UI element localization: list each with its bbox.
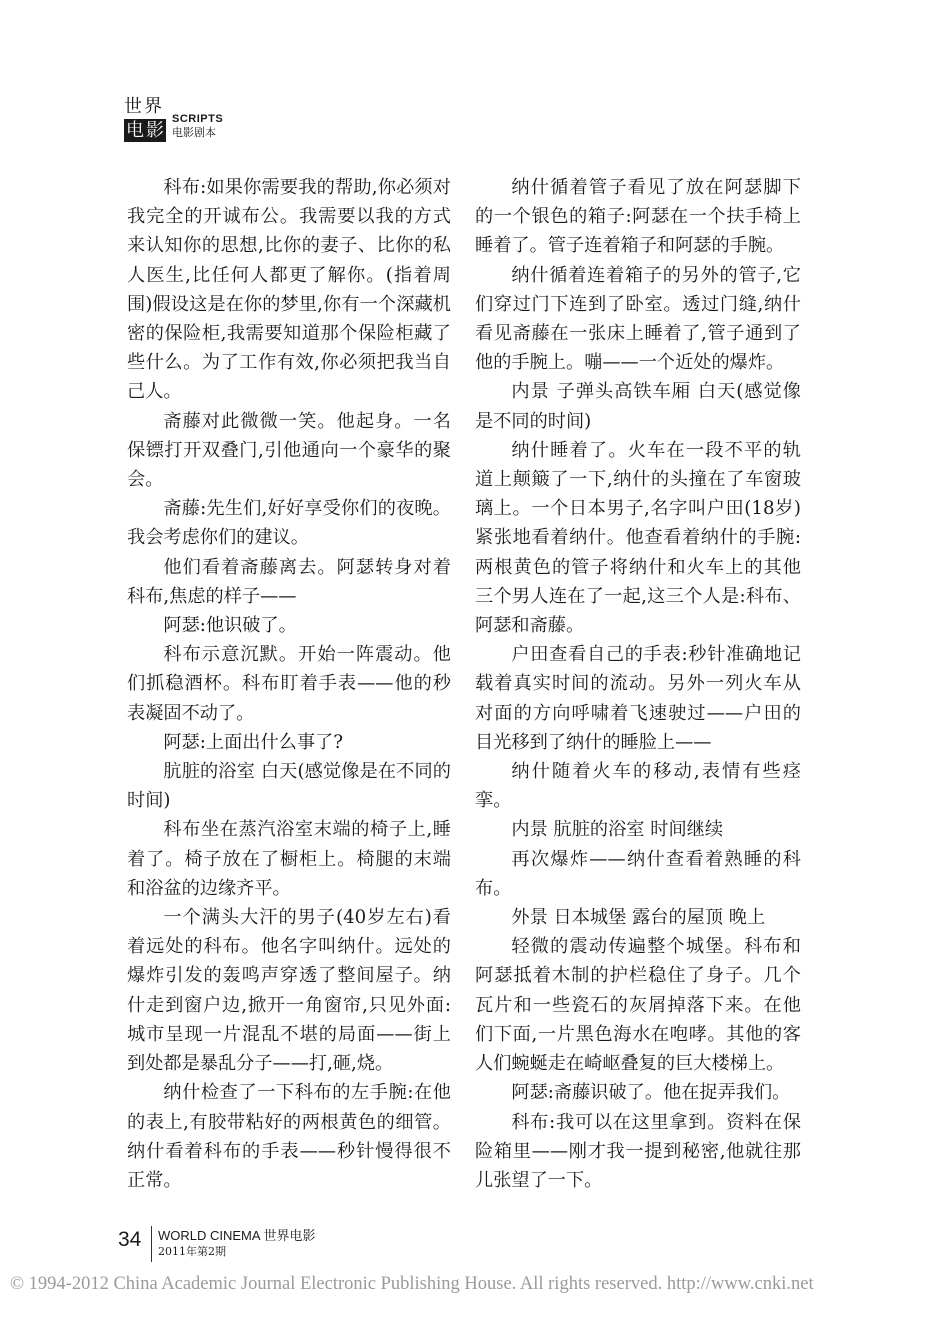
logo-chinese-block <box>124 95 168 142</box>
paragraph: 纳什随着火车的移动,表情有些痉挛。 <box>475 761 801 812</box>
section-label: 电影剧本 <box>172 127 216 139</box>
paragraph: 户田查看自己的手表:秒针准确地记载着真实时间的流动。另外一列火车从对面的方向呼啸着飞速驶过——户田的目光移到了纳什的睡脸上—— <box>475 644 801 753</box>
paragraph: 斋藤:先生们,好好享受你们的夜晚。我会考虑你们的建议。 <box>127 498 451 549</box>
scene-heading: 外景 日本城堡 露台的屋顶 晚上 <box>511 907 766 929</box>
footer-divider <box>151 1226 152 1262</box>
paragraph: 科布示意沉默。开始一阵震动。他们抓稳酒杯。科布盯着手表——他的秒表凝固不动了。 <box>127 644 451 724</box>
issue-label: 2011年第2期 <box>158 1245 226 1258</box>
logo-line-1: 世界 <box>124 96 164 117</box>
journal-logo <box>124 95 254 145</box>
paragraph: 一个满头大汗的男子(40岁左右)看着远处的科布。他名字叫纳什。远处的爆炸引发的轰鸣声穿透了整间屋子。纳什走到窗户边,掀开一角窗帘,只见外面:城市呈现一片混乱不堪的局面——街上到处都是暴乱分子——打,砸,烧。 <box>127 907 451 1075</box>
scene-heading: 肮脏的浴室 白天(感觉像是在不同的时间) <box>127 761 451 812</box>
paragraph: 科布:我可以在这里拿到。资料在保险箱里——刚才我一提到秘密,他就往那儿张望了一下。 <box>475 1111 801 1191</box>
paragraph: 纳什睡着了。火车在一段不平的轨道上颠簸了一下,纳什的头撞在了车窗玻璃上。一个日本男子,名字叫户田(18岁)紧张地看着纳什。他查看着纳什的手腕:两根黄色的管子将纳什和火车上的其他三个男人连在了一起,这三个人是:科布、阿瑟和斋藤。 <box>475 439 801 637</box>
paragraph: 纳什循着连着箱子的另外的管子,它们穿过门下连到了卧室。透过门缝,纳什看见斋藤在一张床上睡着了,管子通到了他的手腕上。嘣——一个近处的爆炸。 <box>475 264 801 374</box>
paragraph: 纳什循着管子看见了放在阿瑟脚下的一个银色的箱子:阿瑟在一个扶手椅上睡着了。管子连着箱子和阿瑟的手腕。 <box>475 177 801 257</box>
logo-line-2: 电影 <box>126 120 166 141</box>
page-number: 34 <box>118 1228 142 1251</box>
paragraph: 他们看着斋藤离去。阿瑟转身对着科布,焦虑的样子—— <box>127 556 451 607</box>
paragraph: 轻微的震动传遍整个城堡。科布和阿瑟抵着木制的护栏稳住了身子。几个瓦片和一些瓷石的灰屑掉落下来。在他们下面,一片黑色海水在咆哮。其他的客人们蜿蜒走在崎岖叠复的巨大楼梯上。 <box>475 936 801 1075</box>
paragraph: 阿瑟:他识破了。 <box>163 615 297 637</box>
scene-heading: 内景 肮脏的浴室 时间继续 <box>511 819 724 841</box>
copyright-notice: © 1994-2012 China Academic Journal Electronic Publishing House. All rights reserved. http://www.cnki.net <box>10 1274 814 1294</box>
paragraph: 阿瑟:上面出什么事了? <box>163 731 343 753</box>
scripts-label: SCRIPTS <box>172 113 224 125</box>
paragraph: 阿瑟:斋藤识破了。他在捉弄我们。 <box>511 1082 791 1104</box>
paragraph: 再次爆炸——纳什查看着熟睡的科布。 <box>475 848 801 899</box>
paragraph: 科布坐在蒸汽浴室末端的椅子上,睡着了。椅子放在了橱柜上。椅腿的末端和浴盆的边缘齐平。 <box>127 819 451 899</box>
journal-name: WORLD CINEMA 世界电影 <box>158 1228 316 1243</box>
scene-heading: 内景 子弹头高铁车厢 白天(感觉像是不同的时间) <box>475 381 801 432</box>
right-column <box>475 173 801 1195</box>
left-column <box>127 173 451 1195</box>
paragraph: 斋藤对此微微一笑。他起身。一名保镖打开双叠门,引他通向一个豪华的聚会。 <box>127 410 451 491</box>
paragraph: 纳什检查了一下科布的左手腕:在他的表上,有胶带粘好的两根黄色的细管。纳什看着科布的手表——秒针慢得很不正常。 <box>127 1082 451 1191</box>
paragraph: 科布:如果你需要我的帮助,你必须对我完全的开诚布公。我需要以我的方式来认知你的思想,比你的妻子、比你的私人医生,比任何人都更了解你。(指着周围)假设这是在你的梦里,你有一个深藏机密的保险柜,我需要知道那个保险柜藏了些什么。为了工作有效,你必须把我当自己人。 <box>127 177 451 403</box>
